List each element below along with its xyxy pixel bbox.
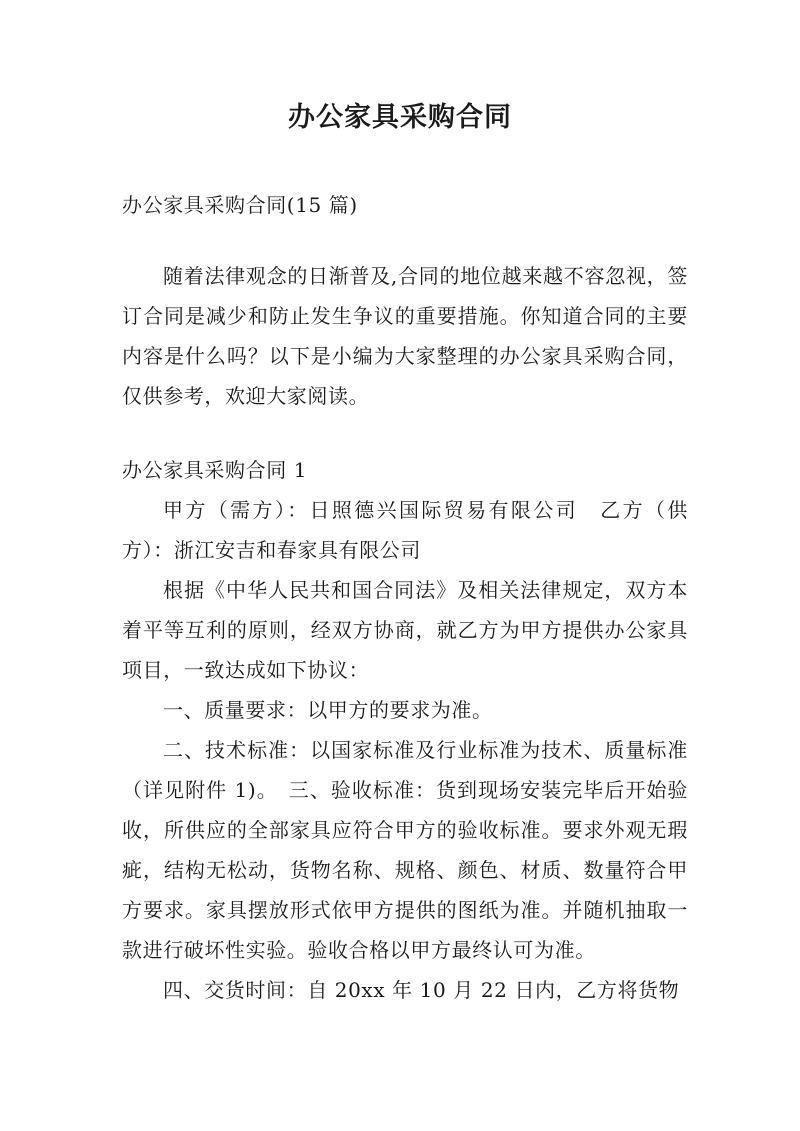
parties-paragraph: 甲方（需方）：日照德兴国际贸易有限公司 乙方（供方）：浙江安吉和春家具有限公司 xyxy=(122,498,688,562)
document-subtitle: 办公家具采购合同(15 篇) xyxy=(122,193,358,217)
clause-technical-acceptance: 二、技术标准：以国家标准及行业标准为技术、质量标准（详见附件 1)。 三、验收标准：货到现场安装完毕后开始验收，所供应的全部家具应符合甲方的验收标准。要求外观无瑕疵，结构无松动，货物名称、规格、颜色、材质、数量符合甲方要求。家具摆放形式依甲方提供的图纸为准。并随机抽取一款进行破坏性实验。验收合格以甲方最终认可为准。 xyxy=(122,738,688,962)
clause-quality: 一、质量要求：以甲方的要求为准。 xyxy=(163,698,493,722)
contract-section-1 xyxy=(122,450,688,1010)
document-title: 办公家具采购合同 xyxy=(288,102,512,133)
section-heading: 办公家具采购合同 1 xyxy=(122,458,308,482)
intro-paragraph: 随着法律观念的日渐普及,合同的地位越来越不容忽视，签订合同是减少和防止发生争议的重要措施。你知道合同的主要内容是什么吗？以下是小编为大家整理的办公家具采购合同，仅供参考，欢迎大家阅读。 xyxy=(122,264,688,408)
preamble-paragraph: 根据《中华人民共和国合同法》及相关法律规定，双方本着平等互利的原则，经双方协商，就乙方为甲方提供办公家具项目，一致达成如下协议： xyxy=(122,578,688,682)
clause-delivery: 四、交货时间：自 20xx 年 10 月 22 日内，乙方将货物 xyxy=(163,978,680,1002)
